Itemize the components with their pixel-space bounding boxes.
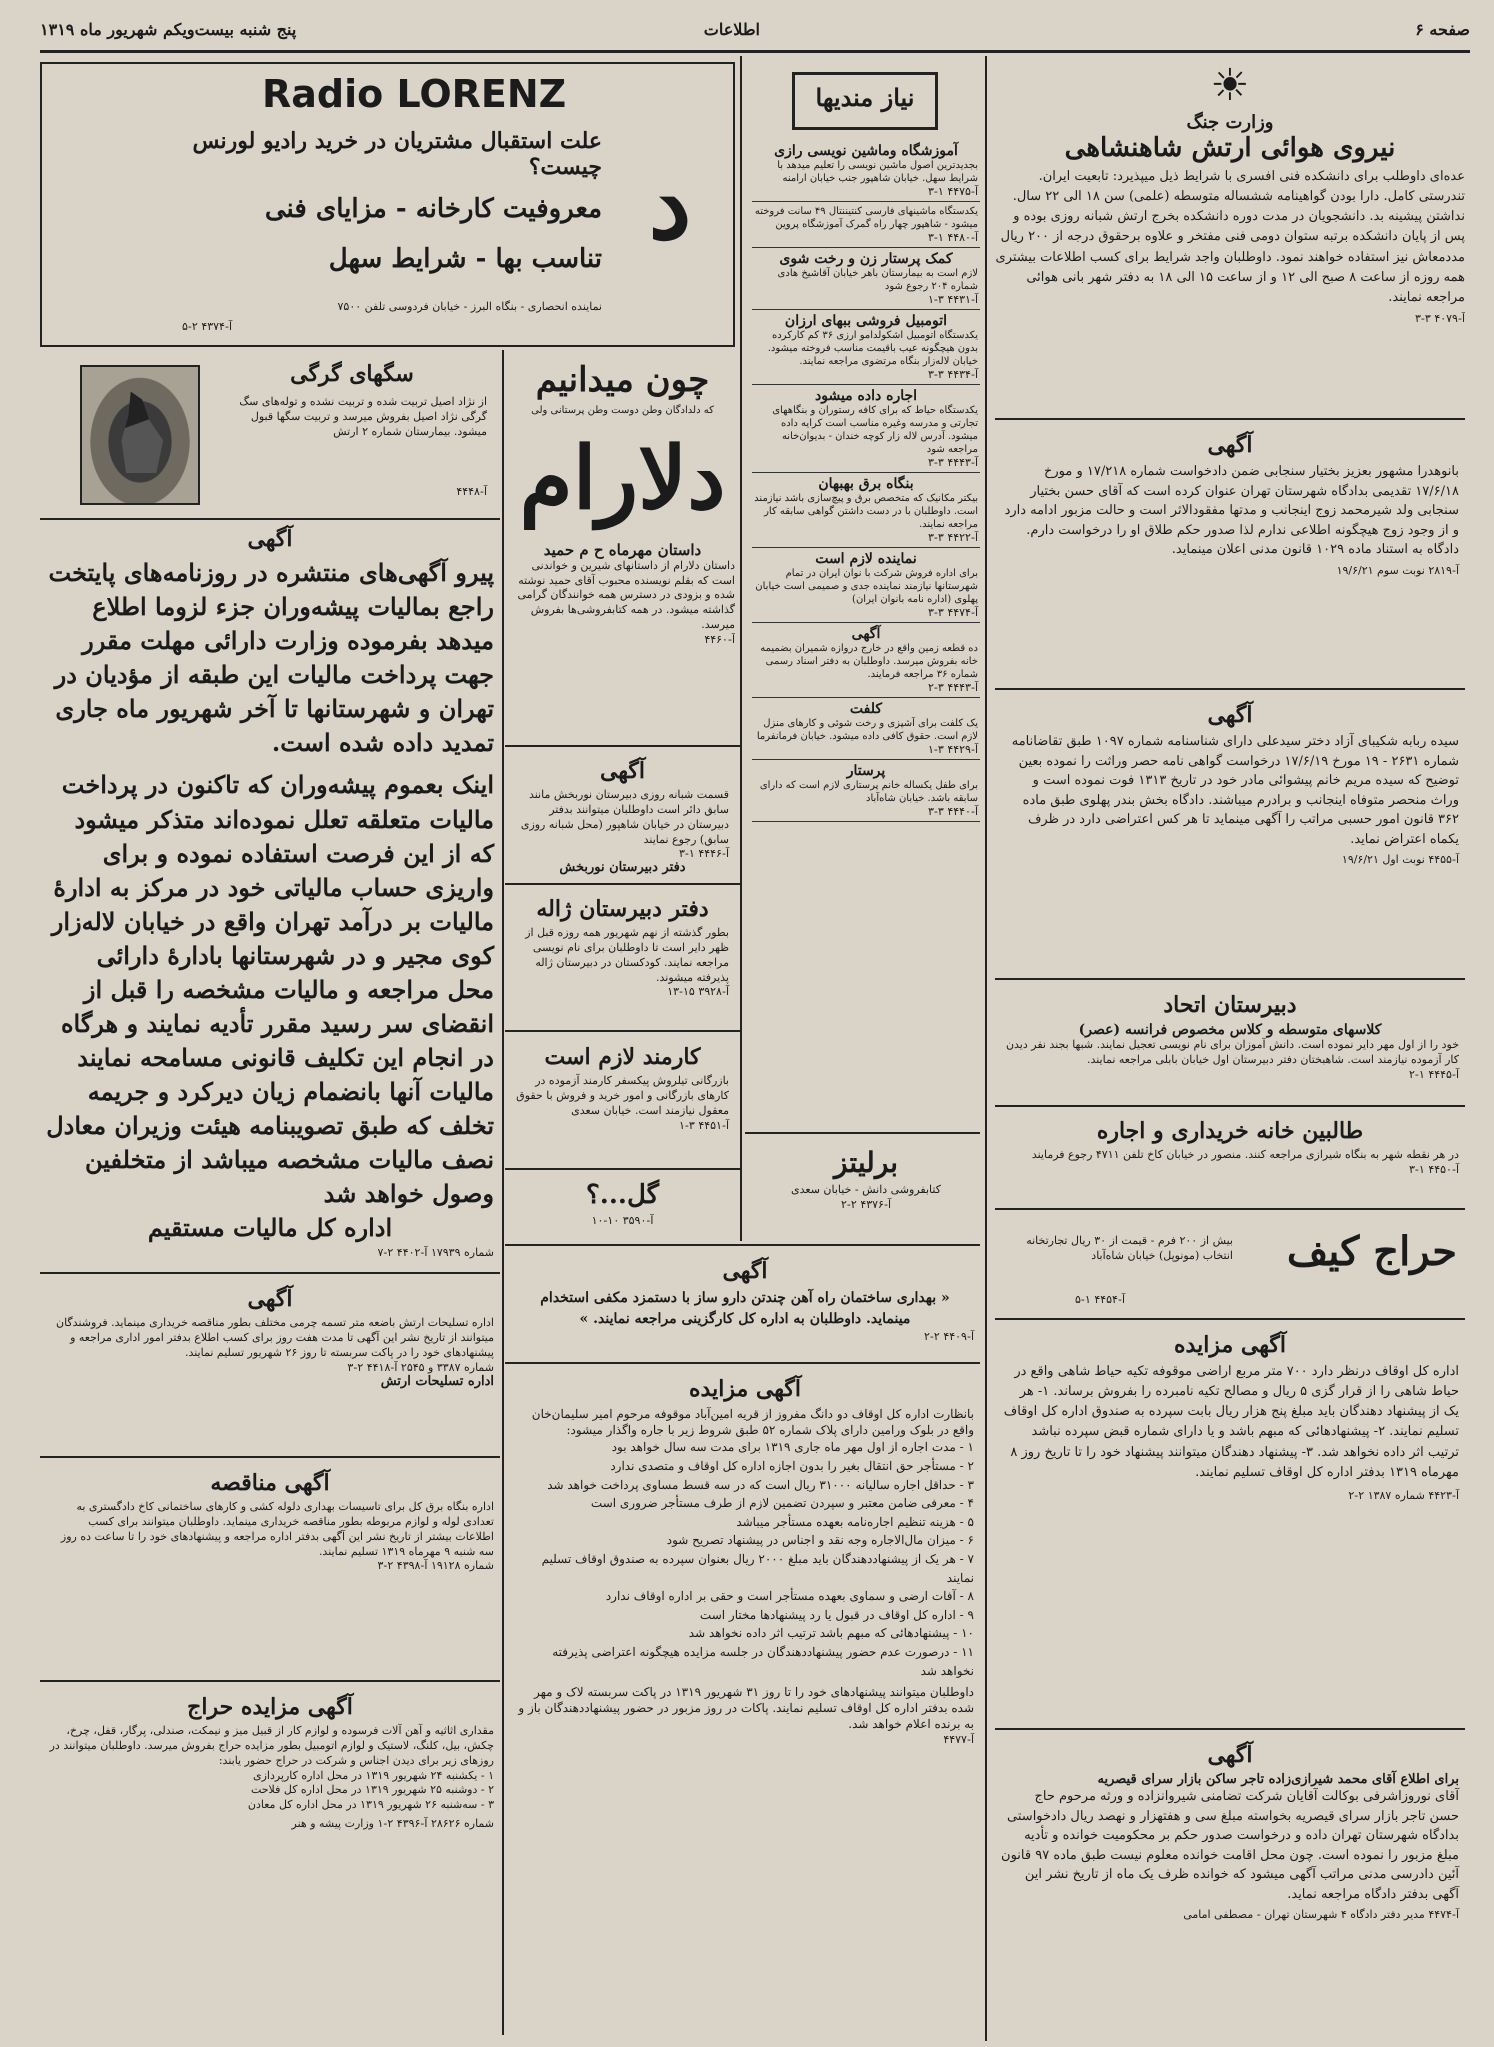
ministry-body: عده‌ای داوطلب برای دانشکده فنی افسری با شرایط ذیل میپذیرد: تابعیت ایران. تندرستی کامل. دارا بودن گواهینامه ششساله متوسطه (علمی) سن ۱۸ الی ۲۲ سال. نداشتن پیشینه بد. دانشجویان در مدت دوره دانشکده بخرج ارتش شبانه روزی بوده و پس از پایان دانشکده برتبه ستوان دومی فنی مفتخر و علاوه برحقوق درجه از ۲۰۰ ریال مددمعاش نیز استفاده خواهند نمود. داوطلبان واجد شرایط برای کسب اطلاعات بیشتری همه روزه از ساعت ۸ صبح الی ۱۲ و از ساعت ۱۵ الی ۱۸ به دفتر شهر بانی هوائی مراجعه نمایند. [995, 169, 1465, 305]
col3-ad1-title: آگهی [599, 758, 646, 784]
classified-item [752, 760, 980, 822]
col4-ad6-code: شماره ۱۹۱۲۸ آ-۴۳۹۸ ۲-۳ [377, 1559, 494, 1573]
school-code: آ-۴۴۴۵ ۱-۲ [1409, 1067, 1459, 1081]
classified-code: آ-۴۴۴۳ ۳-۳ [928, 456, 978, 469]
issue-date: پنج شنبه بیست‌ویکم شهریور ماه ۱۳۱۹ [40, 20, 297, 39]
tax-notice [40, 522, 500, 1267]
classified-item [752, 202, 980, 248]
berlitz-code: آ-۴۳۷۶ ۲-۲ [841, 1197, 891, 1211]
lorenz-answer2: تناسب بها - شرایط سهل [328, 244, 602, 274]
col3-school-ad [510, 750, 735, 880]
realty-code: آ-۴۴۵۰ ۱-۳ [1409, 1162, 1459, 1176]
col3-ad3-title: کارمند لازم است [544, 1044, 701, 1070]
dog-code: آ-۴۴۴۸ [456, 485, 487, 498]
armament-ad [40, 1278, 500, 1453]
col1-bag-auction [995, 1214, 1465, 1314]
lorenz-question: علت استقبال مشتریان در خرید رادیو لورنس چیست؟ [192, 128, 602, 180]
realty-body: در هر نقطه شهر به بنگاه شیرازی مراجعه کنند. منصور در خیابان کاخ تلفن ۴۷۱۱ رجوع فرمایند [1031, 1148, 1459, 1161]
waqf-clause: ۲ - مستأجر حق انتقال بغیر را بدون اجازه اداره کل اوقاف و متصدی ندارد [610, 1458, 974, 1473]
novel-sub: که دلدادگان وطن دوست وطن پرستانی ولی [531, 405, 714, 416]
dog-title: سگهای گرگی [290, 361, 414, 387]
railway-title: آگهی [722, 1258, 768, 1284]
col3-jaleh-ad [510, 888, 735, 1028]
ministry-ad [995, 60, 1465, 415]
col1-ad4-sub: برای اطلاع آقای محمد شیرازی‌زاده تاجر ساکن بازار سرای قیصریه [1097, 1772, 1459, 1787]
col3-employee-ad [510, 1036, 735, 1166]
tax-body2: اینک بعموم پیشه‌وران که تاکنون در پرداخت مالیات متعلقه تعلل نموده‌اند متذکر میشود که از این فرصت استفاده نموده و برای واریزی حساب مالیاتی خود در مرکز به ادارهٔ مالیات بر درآمد تهران واقع در خیابان لاله‌زار کوی مجیر و در شهرستانها بادارهٔ دارائی محل مراجعه و مالیات مشخصه را قبل از انقضای سر رسید مقرر تأدیه نمایند و هرگاه در انجام این تکلیف قانونی مسامحه نمایند مالیات آنها بانضمام زیان دیرکرد و جریمه تخلف که طبق تصویبنامه هیئت وزیران معادل نصف مالیات مشخصه میباشد از متخلفین وصول خواهد شد [46, 770, 494, 1209]
classified-title: نماینده لازم است [815, 551, 917, 567]
waqf-clause: ۱ - مدت اجاره از اول مهر ماه جاری ۱۳۱۹ برای مدت سه سال خواهد بود [611, 1440, 974, 1455]
col1-realty-ad [995, 1110, 1465, 1205]
waqf-code: آ-۴۴۷۷ [943, 1732, 974, 1746]
bag-auction-body: بیش از ۲۰۰ فرم - قیمت از ۳۰ ریال تجارتخانه انتخاب (مونوپل) خیابان شاه‌آباد [1026, 1234, 1233, 1262]
col3-ad1-body: قسمت شبانه روزی دبیرستان نوربخش مانند سابق دائر است داوطلبان میتوانند بدفتر دبیرستان در خیابان شاهپور (محل شبانه روزی سابق) رجوع نمایند [520, 788, 729, 846]
classified-item [752, 248, 980, 310]
classified-body: برای طفل یکساله خانم پرستاری لازم است که دارای سابقه باشد. خیابان شاه‌آباد [759, 780, 978, 804]
col3-ad2-code: آ-۳۹۲۸ ۱۵-۱۳ [667, 985, 729, 999]
col1-court-ad [995, 1734, 1465, 2034]
waqf-clause: ۵ - هزینه تنظیم اجاره‌نامه بعهده مستأجر میباشد [736, 1514, 974, 1529]
col1-ad2-code: آ-۴۴۵۵ نوبت اول ۱۹/۶/۲۱ [1341, 853, 1459, 866]
ministry-code: آ-۴۰۷۹ ۳-۳ [1415, 311, 1465, 325]
classified-code: آ-۴۴۴۳ ۳-۲ [928, 681, 978, 694]
col4-ad7-body: مقداری اثاثیه و آهن آلات فرسوده و لوازم کار از قبیل میز و نیمکت، صندلی، پرگار، قفل، چرخ، چکش، بیل، کلنگ، لاستیک و لوازم اتومبیل بطور مزایده حراج بفروش میرسد. داوطلبان میتوانند در روزهای زیر برای دیدن اجناس و شرکت در حراج حضور یابند: [49, 1724, 494, 1767]
classified-title: بنگاه برق بهبهان [818, 476, 914, 492]
col4-ad5-title: آگهی [247, 1286, 293, 1312]
col1-ad-divorce [995, 424, 1465, 684]
col1-ad4-title: آگهی [1207, 1742, 1253, 1768]
waqf-clause: ۹ - اداره کل اوقاف در قبول یا رد پیشنهادها مختار است [699, 1607, 974, 1622]
railway-body: « بهداری ساختمان راه آهن چندتن دارو ساز با دستمزد مکفی استخدام مینماید. داوطلبان به اداره کل کارگزینی مراجعه نمایند. » [540, 1290, 950, 1327]
classified-code: آ-۴۴۷۴ ۳-۳ [928, 606, 978, 619]
classified-item [752, 310, 980, 385]
classified-title: اجاره داده میشود [814, 388, 918, 404]
dog-photo [80, 365, 200, 505]
col4-ad6-title: آگهی مناقصه [210, 1470, 330, 1496]
waqf-clause: ۶ - میزان مال‌الاجاره وجه نقد و اجناس در پیشنهاد تصریح شود [666, 1533, 974, 1548]
classified-item [752, 473, 980, 548]
tax-code: شماره ۱۷۹۳۹ آ-۴۴۰۲ ۲-۷ [377, 1245, 494, 1259]
waqf-clause: ۱۱ - درصورت عدم حضور پیشنهاددهندگان در جلسه مزایده هیچگونه اعتراضی پذیرفته نخواهد شد [552, 1644, 974, 1678]
col3-ad3-body: بازرگانی تیلروش پیکسفر کارمند آزموده در کارهای بازرگانی و امور خرید و فروش با حقوق معقول نیازمند است. خیابان سعدی [516, 1074, 729, 1117]
tax-sign: اداره کل مالیات مستقیم [147, 1213, 393, 1243]
school-body: خود را از اول مهر دایر نموده است. دانش آموزان برای نام نویسی تعجیل نمایند. شبها بجند نفر دیدن کار آزموده نیازمند است. شاهبختان دفتر دبیرستان اول خیابان بابلی مراجعه نمایند. [1005, 1038, 1459, 1066]
classified-body: بیکتر مکانیک که متخصص برق و پیچ‌سازی باشد نیازمند است. داوطلبان با در دست داشتن گواهی سابقه کار مراجعه نمایند. [754, 493, 978, 530]
classified-body: لازم است به بیمارستان باهر خیابان آقاشیخ هادی شماره ۲۰۴ رجوع شود [777, 268, 978, 292]
ministry-line2: نیروی هوائی ارتش شاهنشاهی [1064, 133, 1396, 163]
col3-ad3-code: آ-۴۴۵۱ ۳-۱ [679, 1118, 729, 1132]
lorenz-answer1: معروفیت کارخانه - مزایای فنی [264, 194, 602, 224]
classified-code: آ-۴۴۸۰ ۱-۳ [928, 231, 978, 244]
lion-sun-emblem: ☀ [1210, 60, 1250, 111]
classified-code: آ-۴۴۷۵ ۱-۳ [928, 185, 978, 198]
bag-auction-code: آ-۴۴۵۴ ۱-۵ [1075, 1293, 1125, 1306]
auction-day-item: ۲ - دوشنبه ۲۵ شهریور ۱۳۱۹ در محل اداره کل فلاحت [250, 1783, 494, 1797]
waqf-clause: ۷ - هر یک از پیشنهاددهندگان باید مبلغ ۲۰۰۰ ریال بعنوان سپرده به صندوق اوقاف تسلیم نمایند [541, 1551, 974, 1585]
classified-title: آموزشگاه وماشین نویسی رازی [774, 143, 958, 159]
col1-land-auction [995, 1324, 1465, 1724]
novel-big: دلارام [519, 428, 726, 529]
col1-school-ad [995, 984, 1465, 1102]
novel-title: چون میدانیم [535, 360, 710, 400]
classified-item [752, 623, 980, 698]
classified-code: آ-۴۴۴۰ ۳-۳ [928, 805, 978, 818]
school-sub: کلاسهای متوسطه و کلاس مخصوص فرانسه (عصر) [1078, 1022, 1382, 1038]
waqf-closing: داوطلبان میتوانند پیشنهادهای خود را تا روز ۳۱ شهریور ۱۳۱۹ در پاکت سربسته لاک و مهر شده بدفتر اداره کل اوقاف تسلیم نمایند. پاکات در روز مزبور در حضور پیشنهاددهندگان باز و به برنده اعلام خواهد شد. [518, 1685, 974, 1732]
col1-ad3-code: آ-۴۴۲۳ شماره ۱۳۸۷ ۲-۲ [1348, 1488, 1459, 1502]
page-number: صفحه ۶ [1415, 20, 1470, 39]
berlitz-body: کتابفروشی دانش - خیابان سعدی [791, 1183, 941, 1196]
col3-ad2-body: بطور گذشته از نهم شهریور همه روزه قبل از ظهر دایر است تا داوطلبان برای نام نویسی مراجعه نمایند. کودکستان در دبیرستان ژاله پذیرفته میشوند. [525, 926, 729, 984]
column-rule-1 [985, 56, 987, 2041]
auction-day-item: ۳ - سه‌شنبه ۲۶ شهریور ۱۳۱۹ در محل اداره کل معادن [247, 1798, 494, 1812]
classified-code: آ-۴۴۳۴ ۳-۳ [928, 368, 978, 381]
classified-title: کمک پرستار زن و رخت شوی [779, 251, 953, 267]
waqf-clause: ۳ - حداقل اجاره سالیانه ۳۱۰۰۰ ریال است که در سه قسط مساوی پرداخت خواهد شد [547, 1477, 974, 1492]
col4-ad5-body: اداره تسلیحات ارتش باضعه متر تسمه چرمی مختلف بطور مناقصه خریداری مینماید. فروشندگان میتوانند از تاریخ نشر این آگهی تا مدت هفت روز برای کسب اطلاع بدفتر امور اداری مراجعه و پیشنهادهای خود را در پاکت سربسته تا روز ۲۶ شهریور تسلیم نمایند. [56, 1316, 494, 1359]
classified-code: آ-۴۴۲۹ ۳-۱ [928, 743, 978, 756]
novel-ad [510, 356, 735, 746]
dog-body: از نژاد اصیل تربیت شده و تربیت نشده و توله‌های سگ گرگی نژاد اصیل بفروش میرسد و تربیت سگها قبول میشود. بیمارستان شماره ۲ ارتش [239, 395, 487, 438]
col4-ad7-code: شماره ۲۸۶۲۶ آ-۴۳۹۶ ۲-۱ وزارت پیشه و هنر [291, 1817, 494, 1831]
auction-sale-ad [40, 1686, 500, 2036]
waqf-intro: بانظارت اداره کل اوقاف دو دانگ مفروز از قریه امین‌آباد موقوفه مرحوم امیر سلیمان‌خان واقع در بلوک ورامین دارای پلاک شماره ۵۲ طبق شروط زیر با جاره واگذار میشود: [531, 1407, 974, 1438]
tax-body1: پیرو آگهی‌های منتشره در روزنامه‌های پایتخت راجع بمالیات پیشه‌وران جزء لزوما اطلاع میدهد بفرموده وزارت دارائی مهلت مقرر جهت پرداخت مالیات این طبقه از مؤدیان در تهران و شهرستانها تا آخر شهریور ماه جاری تمدید داده شده است. [48, 558, 494, 758]
column-rule-3 [502, 350, 504, 2035]
school-title: دبیرستان اتحاد [1163, 992, 1297, 1018]
col4-ad5-sign: اداره تسلیحات ارتش [380, 1373, 494, 1389]
classified-title: کلفت [849, 701, 883, 717]
lorenz-footer: نماینده انحصاری - بنگاه البرز - خیابان فردوسی تلفن ۷۵۰۰ [337, 300, 602, 313]
classified-item [752, 698, 980, 760]
col4-ad7-title: آگهی مزایده حراج [187, 1694, 353, 1720]
col1-ad4-code: آ-۴۴۷۴ مدیر دفتر دادگاه ۴ شهرستان تهران - مصطفی امامی [1183, 1908, 1459, 1921]
classified-item [752, 385, 980, 473]
col1-ad-inheritance [995, 694, 1465, 974]
lorenz-brand: Radio LORENZ [262, 72, 567, 116]
col1-ad1-title: آگهی [1207, 432, 1253, 458]
classified-body: ده قطعه زمین واقع در خارج دروازه شمیران بضمیمه خانه بفروش میرسد. داوطلبان به دفتر اسناد رسمی شماره ۳۶ مراجعه فرمایند. [760, 643, 978, 680]
dog-ad [40, 355, 495, 515]
tax-title: آگهی [247, 526, 293, 552]
berlitz-ad [752, 1138, 980, 1238]
classified-body: بجدیدترین اصول ماشین نویسی را تعلیم میدهد با شرایط سهل. خیابان شاهپور جنب خیابان ارامنه [777, 160, 978, 184]
header-rule [40, 50, 1470, 53]
classified-code: آ-۴۴۲۲ ۳-۳ [928, 531, 978, 544]
classified-title: آگهی [851, 626, 881, 642]
railway-ad [510, 1250, 980, 1360]
col4-ad5-code: شماره ۳۳۸۷ و ۲۵۴۵ آ-۴۴۱۸ ۲-۳ [347, 1360, 494, 1374]
classifieds-title: نیاز مندیها [815, 83, 915, 112]
col3-ad4-title: گل...؟ [585, 1180, 660, 1210]
railway-code: آ-۴۴۰۹ ۲-۲ [924, 1330, 974, 1343]
col3-ad2-title: دفتر دبیرستان ژاله [536, 896, 709, 922]
classifieds-banner [752, 62, 977, 136]
tender-ad [40, 1462, 500, 1677]
col4-ad7-list [46, 1769, 494, 1814]
classifieds-banner-box [792, 72, 938, 130]
waqf-clause: ۴ - معرفی ضامن معتبر و سپردن تضمین لازم از طرف مستأجر ضروری است [590, 1496, 974, 1511]
lorenz-side-lettering: د [648, 148, 692, 261]
col1-ad1-code: آ-۲۸۱۹ نوبت سوم ۱۹/۶/۲۱ [1336, 563, 1459, 577]
waqf-clauses [516, 1438, 974, 1680]
bag-auction-title: حراج کیف [1286, 1228, 1457, 1275]
classified-item [752, 140, 980, 202]
novel-story-code: آ-۴۴۶۰ [704, 633, 735, 647]
novel-story-body: داستان دلارام از داستانهای شیرین و خواندنی است که بقلم نویسنده محبوب آقای حمید نوشته شده و بزودی در دسترس همه خوانندگان گرامی گذاشته میشود. در همه کتابفروشی‌ها بفروش میرسد. [517, 558, 735, 632]
classified-body: یکدستگاه حیاط که برای کافه رستوران و بنگاههای تجارتی و مدرسه وغیره مناسب است کرایه داده میشود. آدرس لاله زار کوچه خندان - بدیوان‌خانه مراجعه شود [772, 405, 978, 455]
waqf-title: آگهی مزایده [689, 1376, 801, 1402]
lorenz-ad [40, 62, 735, 347]
classified-code: آ-۴۴۳۱ ۳-۱ [928, 293, 978, 306]
ministry-line1: وزارت جنگ [1186, 112, 1274, 133]
col1-ad4-body: آقای نوروزاشرفی بوکالت آقایان شرکت تضامنی شیروانزاده و ورثه مرحوم حاج حسن تاجر بازار سرای قیصریه بخواسته مبلغ سی و هفتهزار و نهصد ریال دادخواستی بدادگاه شهرستان تهران داده و درخواست صدور حکم بر محکومیت خوانده و تأدیه مبلغ مزبور را نموده است. چون محل اقامت خوانده معلوم نیست طبق ماده ۹۷ قانون آئین دادرسی مدنی مراتب آگهی میشود که خوانده ظرف یک ماه از تاریخ نشر این آگهی بدفتر دادگاه مراجعه نماید. [1001, 1789, 1459, 1902]
waqf-clause: ۸ - آفات ارضی و سماوی بعهده مستأجر است و حقی بر اداره اوقاف ندارد [605, 1589, 974, 1604]
col1-ad1-body: بانوهدرا مشهور بعزیز بختیار سنجابی ضمن دادخواست شماره ۱۷/۲۱۸ و مورخ ۱۷/۶/۱۸ تقدیمی بدادگاه شهرستان تهران عنوان کرده است که آقای حسن بختیار سنجابی ولد شیرمحمد زوج اینجانب و مدتها مفقودالاثر است و حالت مزبور ادامه دارد و از وجود زوج هیچگونه اطلاعی ندارم لذا صدور حکم طلاق او را درخواست دارم. دادگاه به استناد ماده ۱۰۲۹ قانون مدنی اعلان مینماید. [1004, 464, 1459, 557]
classified-body: یک کلفت برای آشپزی و رخت شوئی و کارهای منزل لازم است. حقوق کافی داده میشود. خیابان فرمانفرما [756, 718, 978, 742]
novel-story-title: داستان مهرماه ح م حمید [543, 540, 702, 559]
classified-item [752, 548, 980, 623]
column-rule-2 [740, 56, 742, 1241]
classified-title: اتومبیل فروشی ببهای ارزان [784, 313, 948, 329]
col1-ad2-title: آگهی [1207, 702, 1253, 728]
classified-body: یکدستگاه اتومبیل اشکولدامو ارزی ۳۶ کم کارکرده بدون هیچگونه عیب باقیمت مناسب فروخته میشود. خیابان لاله‌زار بنگاه مرتضوی مراجعه نمایند. [767, 330, 978, 367]
auction-day-item: ۱ - یکشنبه ۲۴ شهریور ۱۳۱۹ در محل اداره کارپردازی [252, 1768, 494, 1782]
classified-body: برای اداره فروش شرکت با نوان ایران در تمام شهرستانها نیازمند نماینده جدی و صمیمی است خیابان پهلوی (اداره نامه بانوان ایران) [755, 568, 978, 605]
waqf-auction [510, 1368, 980, 2038]
realty-title: طالبین خانه خریداری و اجاره [1096, 1118, 1364, 1144]
col1-ad3-body: اداره کل اوقاف درنظر دارد ۷۰۰ متر مربع اراضی موقوفه تکیه حیاط شاهی واقع در حیاط شاهی را از قرار گزی ۵ ریال و مصالح تکیه نامبرده را بفروش برساند. ۱- هر یک از پیشنهاد دهندگان باید مبلغ پنج هزار ریال بابت سپرده به صندوق اداره کل اوقاف تسلیم نمایند. ۲- پیشنهادهائی که مبهم باشد و یا دارای شماره قبض سپرده نباشد ترتیب اثر داده نخواهد شد. ۳- پیشنهاد دهندگان میتوانند پیشنهاد خود را تا تاریخ روز ۸ مهرماه ۱۳۱۹ بدفتر اداره کل اوقاف تسلیم نمایند. [1003, 1364, 1459, 1480]
col1-ad2-body: سیده ربابه شکیبای آزاد دختر سیدعلی دارای شناسنامه شماره ۱۰۹۷ طبق تقاضانامه شماره ۲۶۳۱ - ۱۹ مورخ ۱۷/۶/۱۹ درخواست گواهی نامه حصر وراثت را نموده بعین توضیح که سیده مریم خانم پیشوائی مادر خود در تاریخ ۱۳۱۳ فوت نموده است و وراث منحصر متوفاه اینجانب و برادرم میباشند. دادگاه بخش بندر پهلوی طبق ماده ۳۶۲ قانون امور حسبی مراتب را آگهی مینماید تا هر کس اعتراضی دارد در ظرف یکماه اعتراض نماید. [1011, 734, 1459, 847]
lorenz-code: آ-۴۳۷۴ ۲-۵ [182, 320, 232, 333]
classifieds-list [752, 140, 980, 1130]
newspaper-name: اطلاعات [703, 20, 760, 39]
col3-ad1-code: آ-۴۴۴۶ ۱-۳ [679, 847, 729, 861]
berlitz-title: برلیتز [833, 1146, 899, 1179]
classified-body: یکدستگاه ماشینهای فارسی کنتیننتال ۴۹ سانت فروخته میشود - شاهپور چهار راه گمرک آموزشگاه پروین [754, 206, 978, 230]
col4-ad6-body: اداره بنگاه برق کل برای تاسیسات بهداری دلوله کشی و کارهای ساختمانی کاخ دادگستری به تعدادی لوله و لوازم مربوطه بطور مناقصه خریداری مینماید. داوطلبان میتوانند برای کسب اطلاعات بیشتر از تاریخ نشر این آگهی بدفتر اداره مراجعه و پیشنهادهای خود را تا ساعت ده روز سه شنبه ۹ مهرماه ۱۳۱۹ تسلیم نمایند. [60, 1500, 494, 1558]
col3-ad1-sign: دفتر دبیرستان نوربخش [559, 860, 686, 876]
classified-title: پرستار [846, 763, 886, 779]
col3-ad4-code: آ-۳۵۹۰ ۱۰-۱۰ [591, 1214, 654, 1227]
waqf-clause: ۱۰ - پیشنهادهائی که مبهم باشد ترتیب اثر داده نخواهد شد [688, 1626, 974, 1641]
col3-flower-ad [510, 1172, 735, 1240]
col1-ad3-title: آگهی مزایده [1174, 1332, 1286, 1358]
